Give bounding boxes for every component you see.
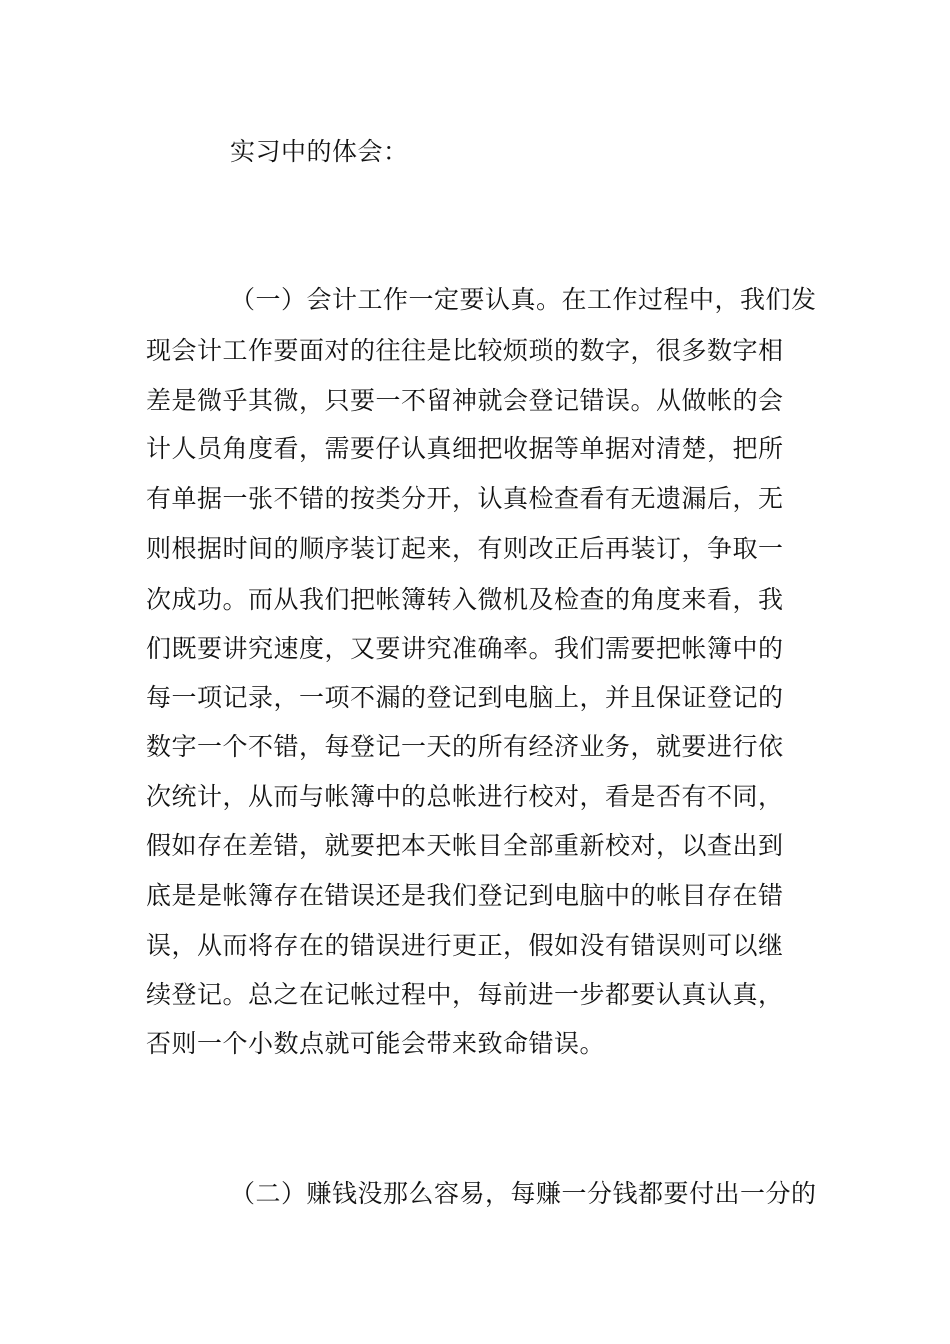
paragraph-line: （一）会计工作一定要认真。在工作过程中，我们发 bbox=[230, 285, 817, 314]
paragraph-line: 续登记。总之在记帐过程中，每前进一步都要认真认真， bbox=[146, 980, 784, 1009]
paragraph-line: 假如存在差错，就要把本天帐目全部重新校对，以查出到 bbox=[146, 831, 784, 860]
paragraph-line: 每一项记录，一项不漏的登记到电脑上，并且保证登记的 bbox=[146, 683, 784, 712]
paragraph-line: 们既要讲究速度，又要讲究准确率。我们需要把帐簿中的 bbox=[146, 634, 784, 663]
paragraph-line: 否则一个小数点就可能会带来致命错误。 bbox=[146, 1029, 606, 1058]
paragraph-line: 底是是帐簿存在错误还是我们登记到电脑中的帐目存在错 bbox=[146, 881, 784, 910]
paragraph-line: （二）赚钱没那么容易，每赚一分钱都要付出一分的 bbox=[230, 1179, 817, 1208]
paragraph-line: 现会计工作要面对的往往是比较烦琐的数字，很多数字相 bbox=[146, 336, 784, 365]
paragraph-line: 有单据一张不错的按类分开，认真检查看有无遗漏后，无 bbox=[146, 484, 784, 513]
paragraph-line: 次成功。而从我们把帐簿转入微机及检查的角度来看，我 bbox=[146, 585, 784, 614]
paragraph-line: 计人员角度看，需要仔认真细把收据等单据对清楚，把所 bbox=[146, 434, 784, 463]
section-heading: 实习中的体会： bbox=[230, 137, 409, 166]
paragraph-line: 差是微乎其微，只要一不留神就会登记错误。从做帐的会 bbox=[146, 386, 784, 415]
paragraph-line: 则根据时间的顺序装订起来，有则改正后再装订，争取一 bbox=[146, 534, 784, 563]
paragraph-line: 误，从而将存在的错误进行更正，假如没有错误则可以继 bbox=[146, 931, 784, 960]
paragraph-line: 次统计，从而与帐簿中的总帐进行校对，看是否有不同， bbox=[146, 782, 784, 811]
paragraph-line: 数字一个不错，每登记一天的所有经济业务，就要进行依 bbox=[146, 732, 784, 761]
